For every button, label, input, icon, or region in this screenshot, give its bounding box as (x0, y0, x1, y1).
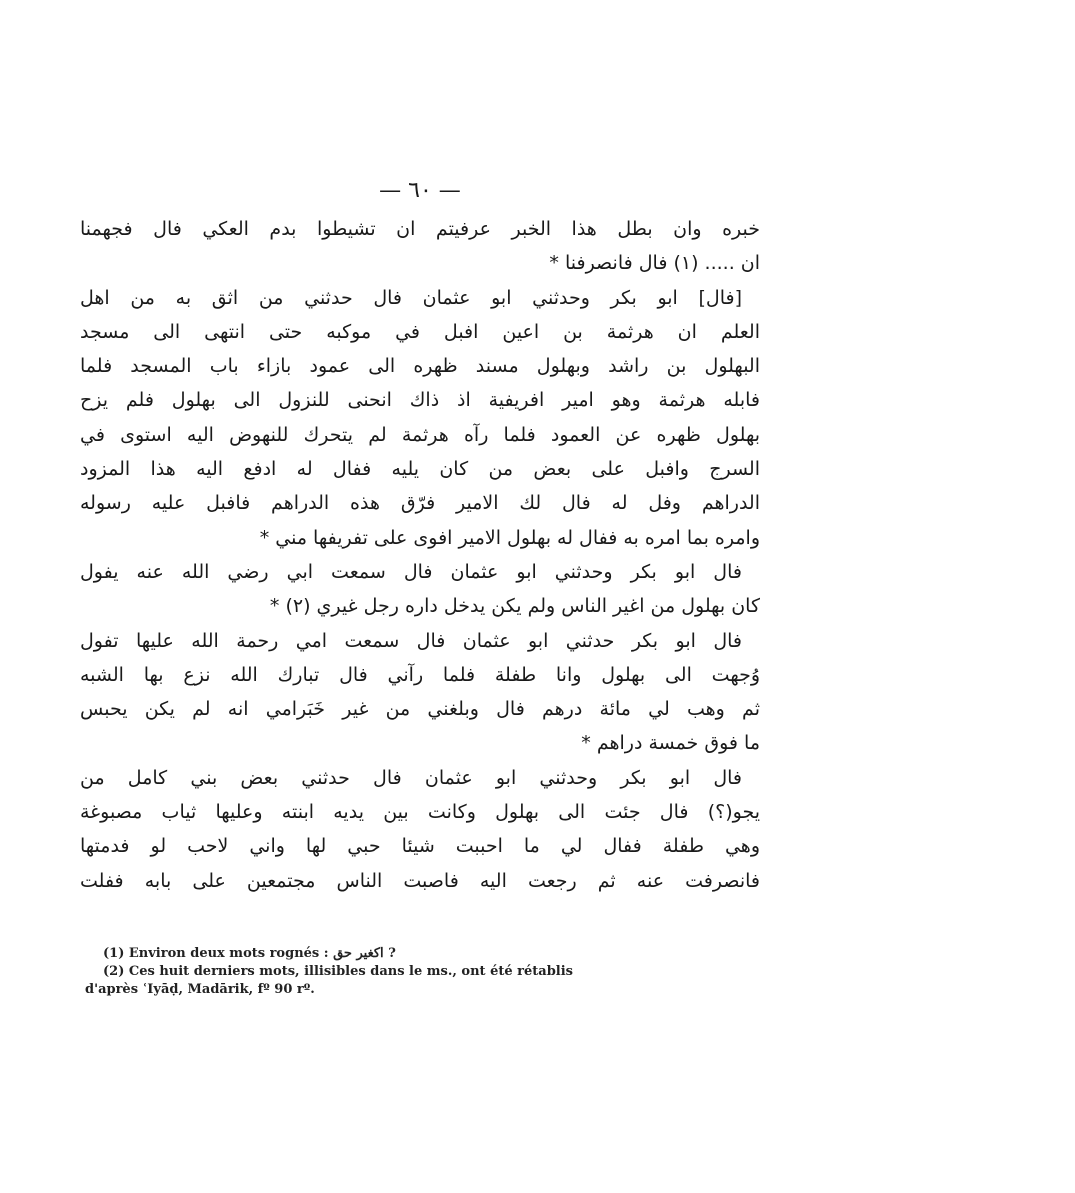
text-line: بهلول ظهره عن العمود فلما رآه هرثمة لم يتحرك للنهوض اليه استوى في (80, 423, 760, 446)
text-line: خبره وان بطل هذا الخبر عرفيتم ان تشيطوا بدم العكي فال فجهمنا (80, 218, 760, 240)
text-line: البهلول بن راشد وبهلول مسند ظهره الى عمود بازاء باب المسجد فلما (80, 355, 760, 378)
footnotes (85, 945, 755, 999)
text-line: ما فوق خمسة دراهم * (581, 732, 760, 755)
text-line: السرج وافبل على بعض من كان يليه ففال له ادفع اليه هذا المزود (80, 458, 760, 481)
text-line: ثم وهب لي مائة درهم فال وبلغني من غير خَبَرامي انه لم يكن يحبس (80, 698, 760, 721)
text-line: [فال] ابو بكر وحدثني ابو عثمان فال حدثني من اثق به من اهل (80, 286, 742, 309)
text-line: وُجهت الى بهلول وانا طفلة فلما رآني فال تبارك الله نزع بها الشبه (80, 663, 760, 686)
text-line: فال ابو بكر وحدثني ابو عثمان فال حدثني بعض بني كامل من (80, 766, 742, 789)
text-line: العلم ان هرثمة بن اعين افبل في موكبه حتى انتهى الى مسجد (80, 320, 760, 343)
text-line: فانصرفت عنه ثم رجعت اليه فاصبت الناس مجتمعين على بابه ففلت (80, 869, 760, 892)
text-line: الدراهم وفل له فال لك الامير فرّق هذه الدراهم فافبل عليه رسوله (80, 492, 760, 515)
text-line: فابله هرثمة وهو امير افريفية اذ ذاك انحنى للنزول الى بهلول فلم يزح (80, 389, 760, 412)
footnote-1: (1) Environ deux mots rognés : اكغير حق ? (103, 946, 396, 961)
footnote-2: (2) Ces huit derniers mots, illisibles dans le ms., ont été rétablis (103, 964, 573, 979)
text-line: وامره بما امره به ففال له بهلول الامير افوى على تفريفها مني * (259, 526, 760, 549)
text-line: يجو(؟) فال جئت الى بهلول وكانت بين يديه ابنته وعليها ثياب مصبوغة (80, 801, 760, 824)
text-line: ان ..... (١) فال فانصرفنا * (549, 252, 760, 275)
text-line: فال ابو بكر حدثني ابو عثمان فال سمعت امي رحمة الله عليها تفول (80, 629, 742, 652)
footnote-2-continued: d'après ʿIyāḍ, Madārik, fº 90 rº. (85, 982, 315, 997)
page-number: — ٦٠ — (379, 178, 461, 203)
arabic-text-block (80, 212, 760, 898)
text-line: وهي طفلة ففال لي ما احببت شيئا حبي لها واني لاحب لو فدمتها (80, 835, 760, 858)
text-line: كان بهلول من اغير الناس ولم يكن يدخل داره رجل غيري (٢) * (269, 595, 760, 618)
text-line: فال ابو بكر وحدثني ابو عثمان فال سمعت ابي رضي الله عنه يفول (80, 560, 742, 583)
